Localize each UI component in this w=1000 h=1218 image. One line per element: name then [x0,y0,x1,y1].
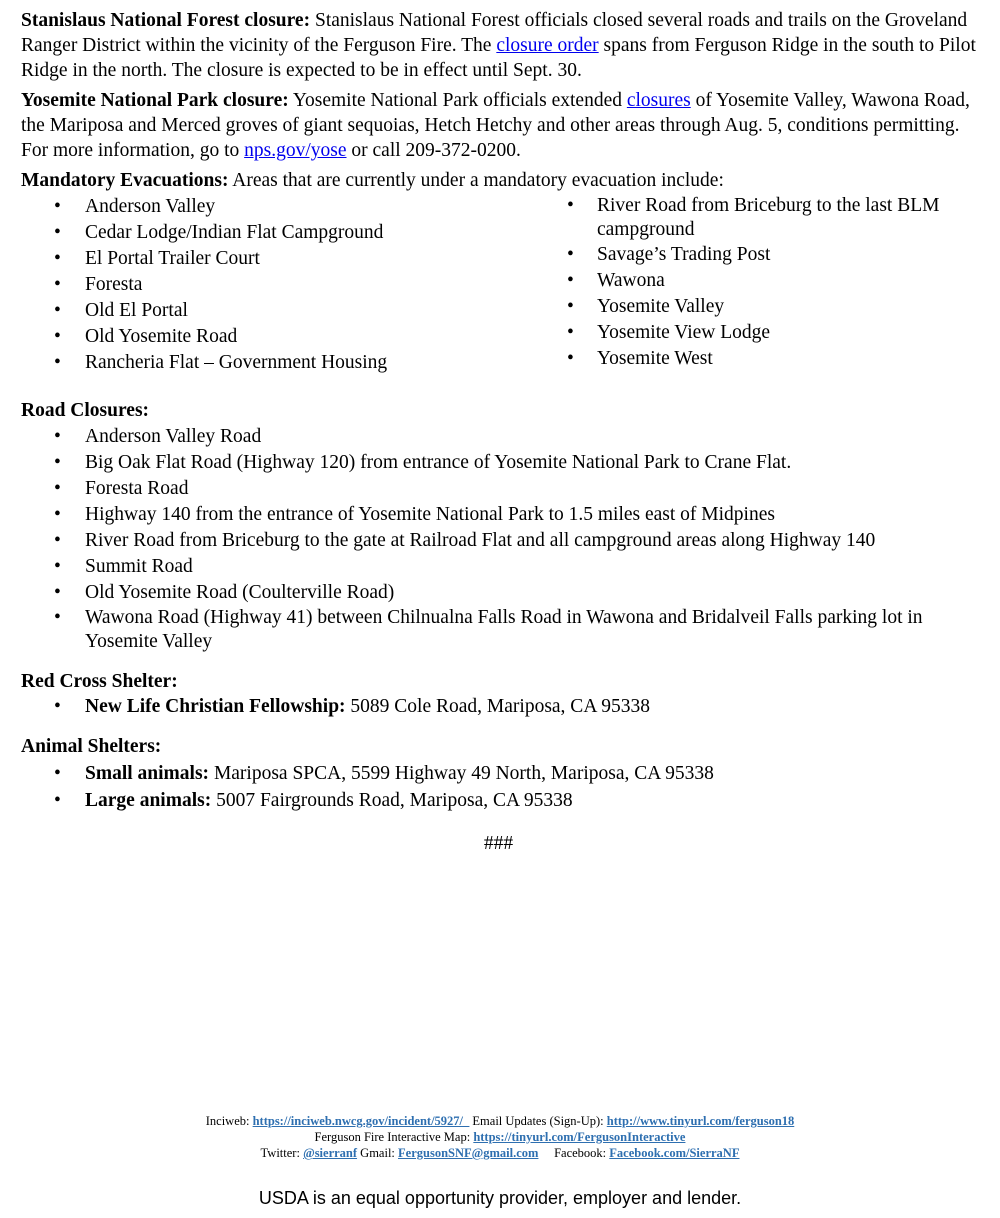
footer-line-3 [0,1145,1000,1161]
road-closures-list [21,424,976,654]
end-mark: ### [483,833,514,854]
evacuation-list-left [21,194,533,376]
list-item: • Wawona [533,268,976,294]
yosemite-heading: Yosemite National Park closure: [21,90,289,111]
list-item: • Big Oak Flat Road (Highway 120) from entrance of Yosemite National Park to Crane Flat. [21,450,976,476]
list-item: • River Road from Briceburg to the gate at Railroad Flat and all campground areas along Highway 140 [21,528,976,554]
interactive-map-link[interactable]: https://tinyurl.com/FergusonInteractive [473,1130,686,1144]
document-body [21,8,976,856]
animal-label: Large animals: [85,790,212,811]
stanislaus-text-end: spans from Ferguson Ridge in the south to Pilot Ridge in the north. The closure is expected to be in effect until Sept. 30. [21,35,976,81]
footer [0,1113,1000,1161]
red-cross-list [21,695,976,719]
list-item: • Rancheria Flat – Government Housing [21,350,533,376]
gmail-label: Gmail: [357,1146,399,1160]
email-signup-link[interactable]: http://www.tinyurl.com/ferguson18 [606,1114,795,1128]
evacuation-columns [21,194,976,376]
shelter-name: New Life Christian Fellowship: [85,696,346,717]
facebook-label: Facebook: [554,1146,610,1160]
evacuation-intro [21,168,976,193]
closure-order-link[interactable]: closure order [496,35,599,56]
yosemite-text: Yosemite National Park officials extended [288,90,627,111]
list-item: • Savage’s Trading Post [533,242,976,268]
evacuation-list-right [533,194,976,376]
list-item: • Anderson Valley Road [21,424,976,450]
animal-text: Mariposa SPCA, 5599 Highway 49 North, Mariposa, CA 95338 [209,763,714,784]
animal-shelters-heading: Animal Shelters: [21,736,162,757]
twitter-label: Twitter: [260,1146,304,1160]
list-item: • Yosemite West [533,346,976,372]
list-item: • El Portal Trailer Court [21,246,533,272]
map-label: Ferguson Fire Interactive Map: [314,1130,474,1144]
list-item: • Foresta Road [21,476,976,502]
list-item: • Old Yosemite Road [21,324,533,350]
list-item: • Anderson Valley [21,194,533,220]
list-item: • Summit Road [21,554,976,580]
facebook-link[interactable]: Facebook.com/SierraNF [609,1146,740,1160]
list-item: • River Road from Briceburg to the last BLM campground [533,194,976,242]
road-closures-heading: Road Closures: [21,400,150,421]
list-item: • Foresta [21,272,533,298]
red-cross-heading: Red Cross Shelter: [21,671,178,692]
animal-text: 5007 Fairgrounds Road, Mariposa, CA 95338 [211,790,573,811]
stanislaus-text: Stanislaus National Forest officials closed several roads and trails on the Groveland Ranger District within the vicinity of the Ferguson Fire. The [21,10,968,56]
yosemite-text-end: or call 209-372-0200. [346,140,521,161]
list-item: • Yosemite Valley [533,294,976,320]
list-item [21,695,976,719]
footer-line-2 [0,1129,1000,1145]
shelter-address: 5089 Cole Road, Mariposa, CA 95338 [345,696,650,717]
usda-statement: USDA is an equal opportunity provider, employer and lender. [258,1188,742,1208]
inciweb-link[interactable]: https://inciweb.nwcg.gov/incident/5927/_ [252,1114,470,1128]
list-item [21,760,976,787]
footer-line-1 [0,1113,1000,1129]
list-item: • Cedar Lodge/Indian Flat Campground [21,220,533,246]
email-label: Email Updates (Sign-Up): [469,1114,607,1128]
evacuations-heading: Mandatory Evacuations: [21,170,229,191]
list-item [21,787,976,814]
list-item: • Yosemite View Lodge [533,320,976,346]
list-item: • Highway 140 from the entrance of Yosemite National Park to 1.5 miles east of Midpines [21,502,976,528]
nps-link[interactable]: nps.gov/yose [244,140,347,161]
stanislaus-paragraph [21,8,976,83]
animal-label: Small animals: [85,763,210,784]
yosemite-paragraph [21,88,976,163]
twitter-link[interactable]: @sierranf [303,1146,358,1160]
closures-link[interactable]: closures [626,90,691,111]
list-item: • Old Yosemite Road (Coulterville Road) [21,580,976,606]
inciweb-label: Inciweb: [205,1114,253,1128]
list-item: • Wawona Road (Highway 41) between Chilnualna Falls Road in Wawona and Bridalveil Falls parking lot in Yosemite Valley [21,606,976,654]
stanislaus-heading: Stanislaus National Forest closure: [21,10,311,31]
evacuations-intro-text: Areas that are currently under a mandatory evacuation include: [228,170,724,191]
gmail-link[interactable]: FergusonSNF@gmail.com [398,1146,539,1160]
animal-shelters-list [21,760,976,814]
yosemite-text-mid: of Yosemite Valley, Wawona Road, the Mariposa and Merced groves of giant sequoias, Hetch Hetchy and other areas through Aug. 5, conditions permitting. For more information, go to [21,90,970,161]
list-item: • Old El Portal [21,298,533,324]
